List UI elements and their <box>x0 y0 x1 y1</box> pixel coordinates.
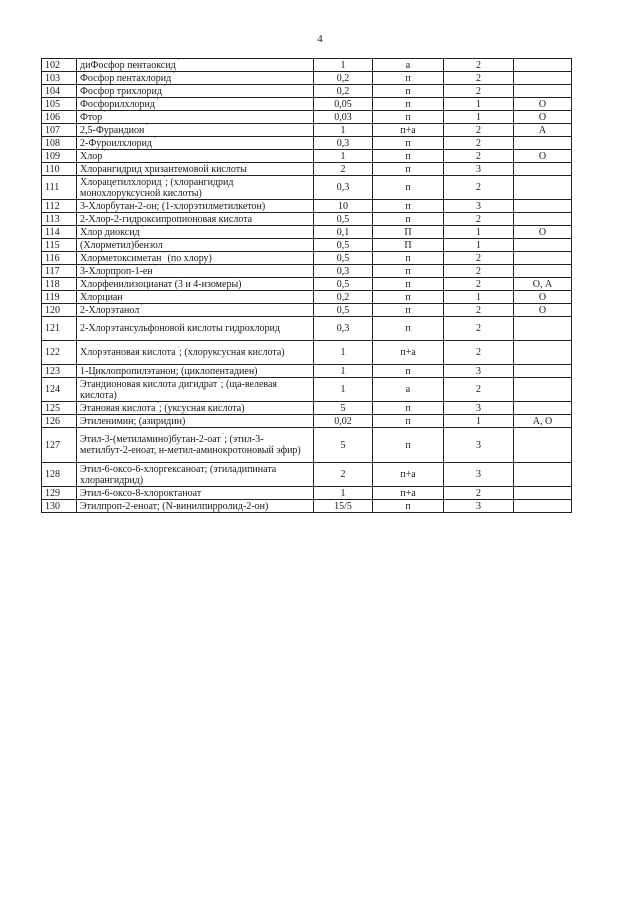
row-number: 113 <box>42 213 77 226</box>
footnote-mark: ´ <box>152 137 156 144</box>
footnote-mark: ´ <box>154 98 159 105</box>
substance-name <box>77 98 314 111</box>
row-number: 123 <box>42 365 77 378</box>
row-number: 111 <box>42 176 77 200</box>
substance-name: Этил-6-оксо-6-хлоргексаноат; (этиладипината хлорангидрид) <box>77 463 314 487</box>
row-number: 126 <box>42 415 77 428</box>
row-number: 124 <box>42 378 77 402</box>
table-row <box>42 200 572 213</box>
action-note <box>514 176 572 200</box>
substance-name <box>77 111 314 124</box>
row-number: 116 <box>42 252 77 265</box>
action-note <box>514 365 572 378</box>
hazard-class: 3 <box>444 200 514 213</box>
substance-name-text: 2,5-Фурандион <box>80 124 145 136</box>
footnote-mark: ´ <box>155 402 159 409</box>
footnote-mark: ´ <box>139 304 143 311</box>
limit-value: 0,02 <box>314 415 373 428</box>
footnote-mark: ´ <box>144 124 148 131</box>
aggregate-state: п <box>373 85 444 98</box>
action-note <box>514 317 572 341</box>
substance-name <box>77 124 314 137</box>
hazard-class: 2 <box>444 72 514 85</box>
table-row <box>42 317 572 341</box>
action-note <box>514 487 572 500</box>
aggregate-state: п <box>373 150 444 163</box>
substance-name-text: Хлорэтановая кислота <box>80 347 176 358</box>
limit-value: 0,5 <box>314 239 373 252</box>
aggregate-state: п <box>373 415 444 428</box>
limit-value: 5 <box>314 402 373 415</box>
table-row <box>42 463 572 487</box>
action-note <box>514 59 572 72</box>
table-row <box>42 378 572 402</box>
limit-value: 15/5 <box>314 500 373 513</box>
limit-value: 1 <box>314 341 373 365</box>
action-note: А <box>514 124 572 137</box>
hazard-class: 2 <box>444 150 514 163</box>
hazard-class: 2 <box>444 278 514 291</box>
table-row <box>42 98 572 111</box>
hazard-class: 2 <box>444 213 514 226</box>
substance-name <box>77 72 314 85</box>
hazard-class: 1 <box>444 415 514 428</box>
substance-name-text: Фосфорилхлорид <box>80 98 155 110</box>
substance-name-text: диФосфор пентаоксид <box>80 59 176 71</box>
action-note: О <box>514 150 572 163</box>
aggregate-state: П <box>373 226 444 239</box>
action-note <box>514 200 572 213</box>
table-row <box>42 85 572 98</box>
substance-name-text: Этановая кислота <box>80 402 156 414</box>
action-note <box>514 239 572 252</box>
page-number: 4 <box>317 34 323 45</box>
limit-value: 1 <box>314 59 373 72</box>
limit-value: 1 <box>314 150 373 163</box>
footnote-mark: ´ <box>161 85 166 92</box>
aggregate-state: п <box>373 213 444 226</box>
footnote-mark: ´ <box>175 59 180 66</box>
row-number: 109 <box>42 150 77 163</box>
footnote-mark: ´ <box>252 213 256 220</box>
row-number: 127 <box>42 428 77 463</box>
limit-value: 10 <box>314 200 373 213</box>
limit-value: 0,2 <box>314 291 373 304</box>
table-row <box>42 176 572 200</box>
table-row <box>42 124 572 137</box>
aggregate-state: п+а <box>373 463 444 487</box>
action-note <box>514 463 572 487</box>
hazard-class: 3 <box>444 163 514 176</box>
substance-name-rest: (по хлору) <box>165 252 212 264</box>
substance-name <box>77 402 314 415</box>
aggregate-state: п <box>373 176 444 200</box>
row-number: 103 <box>42 72 77 85</box>
table-row <box>42 226 572 239</box>
substance-name <box>77 226 314 239</box>
hazard-class: 3 <box>444 500 514 513</box>
row-number: 115 <box>42 239 77 252</box>
substance-name: Хлорфенилизоцианат (3 и 4-изомеры) <box>77 278 314 291</box>
action-note <box>514 378 572 402</box>
substance-name-text: Этил-3-(метиламино)бутан-2-оат <box>80 434 221 445</box>
table-row <box>42 163 572 176</box>
footnote-mark: ´ <box>175 346 180 353</box>
substance-name-rest: ; (хлорангидрид монохлоруксусной кислоты) <box>80 176 234 199</box>
substance-name: 3-Хлорбутан-2-он; (1-хлорэтилметилкетон) <box>77 200 314 213</box>
hazard-class: 2 <box>444 85 514 98</box>
row-number: 102 <box>42 59 77 72</box>
row-number: 112 <box>42 200 77 213</box>
table-row <box>42 500 572 513</box>
aggregate-state: П <box>373 239 444 252</box>
substance-name <box>77 252 314 265</box>
table-row <box>42 428 572 463</box>
substance-name-rest: ; (этил-3-метилбут-2-еноат, н-метил-аминокротоновый эфир) <box>80 434 301 456</box>
substance-name-text: Фосфор трихлорид <box>80 85 162 97</box>
hazard-class: 3 <box>444 463 514 487</box>
limit-value: 1 <box>314 378 373 402</box>
aggregate-state: п+а <box>373 124 444 137</box>
aggregate-state: п <box>373 428 444 463</box>
row-number: 118 <box>42 278 77 291</box>
footnote-mark: ´ <box>102 111 106 118</box>
aggregate-state: п <box>373 291 444 304</box>
row-number: 129 <box>42 487 77 500</box>
row-number: 107 <box>42 124 77 137</box>
aggregate-state: п <box>373 137 444 150</box>
substance-name: Этилпроп-2-еноат; (N-винилпирролид-2-он) <box>77 500 314 513</box>
row-number: 121 <box>42 317 77 341</box>
substance-name-text: Фосфор пентахлорид <box>80 72 172 84</box>
limit-value: 2 <box>314 163 373 176</box>
substance-name: (Хлорметил)бензол <box>77 239 314 252</box>
substance-name-rest: ; (уксусная кислота) <box>158 402 245 414</box>
action-note <box>514 72 572 85</box>
limit-value: 0,1 <box>314 226 373 239</box>
row-number: 114 <box>42 226 77 239</box>
substance-name <box>77 304 314 317</box>
substance-name: Хлорциан <box>77 291 314 304</box>
table-row <box>42 487 572 500</box>
limit-value: 0,3 <box>314 317 373 341</box>
row-number: 104 <box>42 85 77 98</box>
limit-value: 0,2 <box>314 72 373 85</box>
table-row <box>42 265 572 278</box>
substance-name-text: 2-Хлорэтанол <box>80 304 140 316</box>
substance-name <box>77 150 314 163</box>
substance-name-text: Фтор <box>80 111 103 123</box>
table-row <box>42 213 572 226</box>
table-row <box>42 239 572 252</box>
substance-name-text: 2-Фуроилхлорид <box>80 137 153 149</box>
table-row <box>42 278 572 291</box>
action-note <box>514 85 572 98</box>
footnote-mark: ´ <box>217 378 221 385</box>
action-note <box>514 341 572 365</box>
aggregate-state: п <box>373 402 444 415</box>
row-number: 106 <box>42 111 77 124</box>
row-number: 110 <box>42 163 77 176</box>
hazard-class: 1 <box>444 226 514 239</box>
table-row <box>42 415 572 428</box>
aggregate-state: п <box>373 98 444 111</box>
action-note <box>514 500 572 513</box>
row-number: 108 <box>42 137 77 150</box>
table-row <box>42 365 572 378</box>
table-row <box>42 150 572 163</box>
aggregate-state: п <box>373 317 444 341</box>
action-note: О <box>514 304 572 317</box>
row-number: 105 <box>42 98 77 111</box>
aggregate-state: п <box>373 265 444 278</box>
limit-value: 0,03 <box>314 111 373 124</box>
substance-name <box>77 137 314 150</box>
action-note <box>514 428 572 463</box>
limit-value: 0,3 <box>314 137 373 150</box>
aggregate-state: п <box>373 72 444 85</box>
substance-name-rest: ; (хлоруксусная кислота) <box>179 347 285 358</box>
limit-value: 1 <box>314 487 373 500</box>
limit-value: 0,3 <box>314 265 373 278</box>
footnote-mark: ´ <box>102 150 106 157</box>
limit-value: 1 <box>314 365 373 378</box>
aggregate-state: а <box>373 378 444 402</box>
row-number: 128 <box>42 463 77 487</box>
substance-name: Хлорангидрид хризантемовой кислоты <box>77 163 314 176</box>
row-number: 117 <box>42 265 77 278</box>
substance-name-text: Этандионовая кислота дигидрат <box>80 378 218 390</box>
action-note: О <box>514 98 572 111</box>
substance-name <box>77 176 314 200</box>
aggregate-state: п <box>373 278 444 291</box>
limit-value: 0,5 <box>314 304 373 317</box>
substance-name-text: Хлорацетилхлорид <box>80 176 162 188</box>
substance-name <box>77 378 314 402</box>
substance-name <box>77 85 314 98</box>
substance-name: 1-Циклопропилэтанон; (циклопентадиен) <box>77 365 314 378</box>
action-note <box>514 137 572 150</box>
action-note <box>514 252 572 265</box>
hazard-class: 2 <box>444 59 514 72</box>
action-note <box>514 213 572 226</box>
table-row <box>42 291 572 304</box>
limit-value: 2 <box>314 463 373 487</box>
table-row <box>42 304 572 317</box>
aggregate-state: п <box>373 111 444 124</box>
aggregate-state: п <box>373 163 444 176</box>
substance-name <box>77 213 314 226</box>
table-row <box>42 402 572 415</box>
row-number: 130 <box>42 500 77 513</box>
substance-name-text: 3-Хлорпроп-1-ен <box>80 265 153 277</box>
substance-name-text: Хлор диоксид <box>80 226 140 238</box>
action-note: А, О <box>514 415 572 428</box>
limit-value: 0,2 <box>314 85 373 98</box>
row-number: 125 <box>42 402 77 415</box>
aggregate-state: п+а <box>373 341 444 365</box>
hazard-class: 2 <box>444 304 514 317</box>
substance-name <box>77 59 314 72</box>
substance-table-body <box>42 59 572 513</box>
hazard-class: 2 <box>444 265 514 278</box>
substance-name <box>77 265 314 278</box>
substance-table <box>41 58 572 513</box>
hazard-class: 2 <box>444 252 514 265</box>
hazard-class: 2 <box>444 341 514 365</box>
hazard-class: 3 <box>444 402 514 415</box>
substance-name: 2-Хлорэтансульфоновой кислоты гидрохлорид <box>77 317 314 341</box>
action-note <box>514 402 572 415</box>
table-row <box>42 72 572 85</box>
table-row <box>42 59 572 72</box>
hazard-class: 1 <box>444 111 514 124</box>
hazard-class: 3 <box>444 365 514 378</box>
aggregate-state: п <box>373 200 444 213</box>
footnote-mark: ´ <box>152 265 157 272</box>
substance-name: Этил-6-оксо-8-хлороктаноат <box>77 487 314 500</box>
substance-name-text: Хлор <box>80 150 103 162</box>
aggregate-state: п <box>373 252 444 265</box>
hazard-class: 3 <box>444 428 514 463</box>
table-row <box>42 252 572 265</box>
footnote-mark: ´ <box>161 252 166 259</box>
limit-value: 1 <box>314 124 373 137</box>
table-row <box>42 137 572 150</box>
row-number: 122 <box>42 341 77 365</box>
action-note: О, А <box>514 278 572 291</box>
substance-name: Этиленимин; (азиридин) <box>77 415 314 428</box>
limit-value: 5 <box>314 428 373 463</box>
hazard-class: 2 <box>444 176 514 200</box>
table-row <box>42 111 572 124</box>
action-note <box>514 265 572 278</box>
action-note: О <box>514 291 572 304</box>
hazard-class: 1 <box>444 239 514 252</box>
substance-name <box>77 428 314 463</box>
aggregate-state: п <box>373 365 444 378</box>
hazard-class: 2 <box>444 487 514 500</box>
footnote-mark: ´ <box>161 176 166 183</box>
limit-value: 0,3 <box>314 176 373 200</box>
footnote-mark: ´ <box>139 226 144 233</box>
substance-name <box>77 341 314 365</box>
action-note: О <box>514 111 572 124</box>
limit-value: 0,05 <box>314 98 373 111</box>
hazard-class: 2 <box>444 378 514 402</box>
row-number: 119 <box>42 291 77 304</box>
aggregate-state: п <box>373 500 444 513</box>
hazard-class: 1 <box>444 98 514 111</box>
substance-name-text: Хлорметоксиметан <box>80 252 162 264</box>
substance-name-rest: ; (ща-велевая кислота) <box>80 378 278 401</box>
footnote-mark: ´ <box>171 72 175 79</box>
hazard-class: 2 <box>444 317 514 341</box>
row-number: 120 <box>42 304 77 317</box>
limit-value: 0,5 <box>314 252 373 265</box>
table-row <box>42 341 572 365</box>
limit-value: 0,5 <box>314 213 373 226</box>
limit-value: 0,5 <box>314 278 373 291</box>
hazard-class: 2 <box>444 137 514 150</box>
aggregate-state: п <box>373 304 444 317</box>
hazard-class: 1 <box>444 291 514 304</box>
aggregate-state: а <box>373 59 444 72</box>
substance-name-text: 2-Хлор-2-гидроксипропионовая кислота <box>80 213 253 225</box>
action-note <box>514 163 572 176</box>
action-note: О <box>514 226 572 239</box>
aggregate-state: п+а <box>373 487 444 500</box>
hazard-class: 2 <box>444 124 514 137</box>
footnote-mark: ´ <box>220 433 225 440</box>
